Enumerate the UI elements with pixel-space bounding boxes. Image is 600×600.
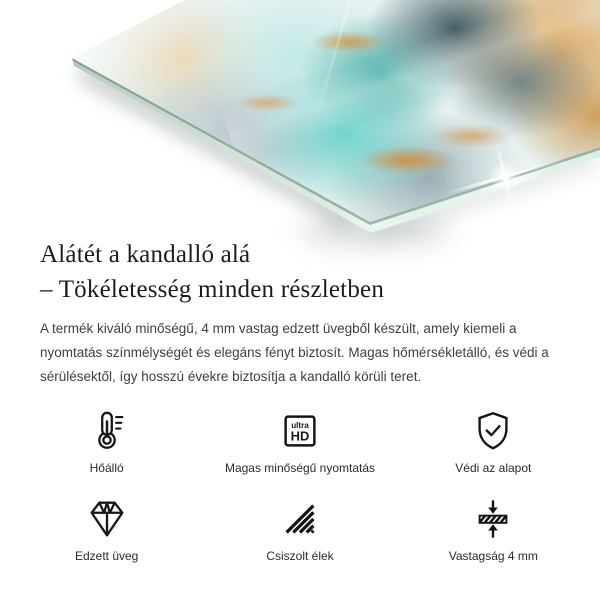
feature-label: Hőálló (89, 461, 124, 475)
feature-thickness (397, 494, 590, 563)
hd-text: HD (290, 428, 310, 444)
feature-label: Edzett üveg (74, 549, 139, 563)
ultra-hd-icon (277, 406, 323, 456)
thermometer-icon (84, 406, 130, 456)
title-line-1: Alátét a kandalló alá (40, 241, 251, 268)
feature-label: Magas minőségű nyomtatás (224, 461, 376, 475)
feature-print-quality (203, 406, 396, 475)
thickness-compress-icon (470, 494, 516, 544)
feature-tempered-glass (10, 494, 203, 563)
feature-heat-resistant (10, 406, 203, 475)
feature-protects-base (397, 406, 590, 475)
product-description-text: A termék kiváló minőségű, 4 mm vastag edzett üvegből készült, amely kiemeli a nyomtatás színmélységét és elegáns fényt biztosít. Magas hőmérsékletálló, és védi a sérülésektől, így hosszú évekre biztosítja a kandalló körüli teret. (40, 321, 549, 384)
diamond-icon (84, 494, 130, 544)
feature-label: Védi az alapot (455, 461, 532, 475)
page-title (40, 237, 560, 307)
feature-grid (10, 406, 590, 563)
feature-label: Vastagság 4 mm (448, 549, 538, 563)
feature-polished-edges (203, 494, 396, 563)
shield-check-icon (470, 406, 516, 456)
product-description-section (0, 237, 600, 389)
feature-label: Csiszolt élek (266, 549, 334, 563)
title-line-2: – Tökéletesség minden részletben (40, 276, 385, 303)
bevel-stripes-icon (277, 494, 323, 544)
glass-reflection (221, 0, 600, 163)
product-image (0, 0, 600, 232)
ultra-text: ultra (291, 421, 309, 431)
